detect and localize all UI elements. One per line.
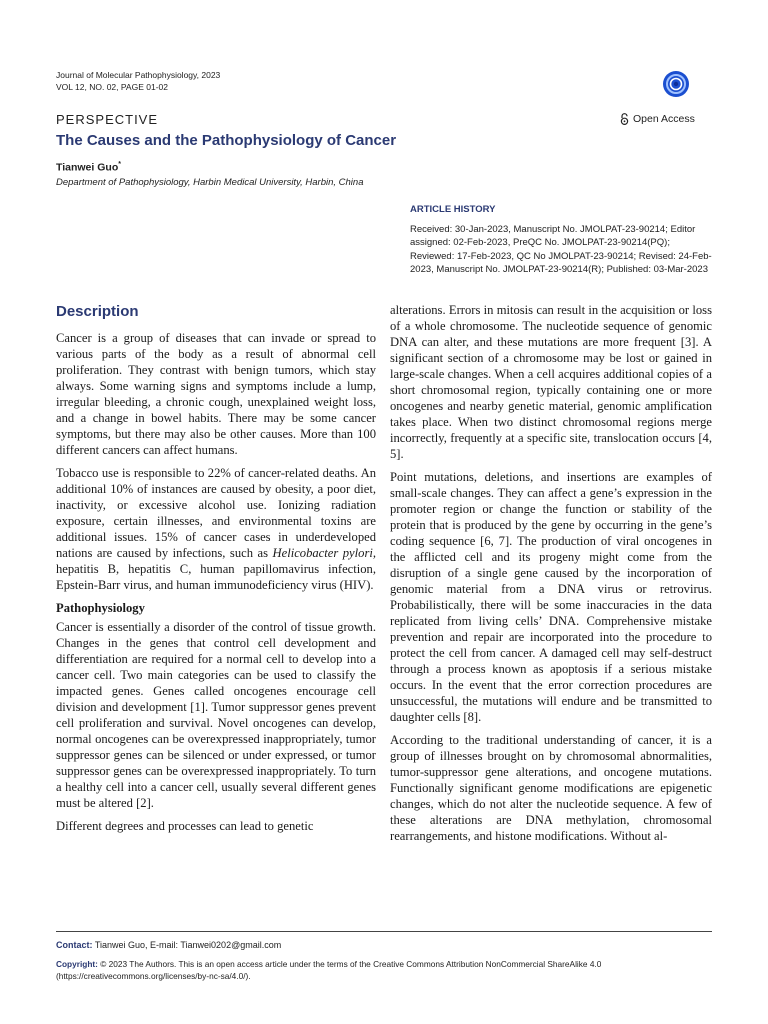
pathophysiology-heading: Pathophysiology [56,601,145,615]
paragraph-text: hepatitis B, hepatitis C, human papillomavirus infection, Epstein-Barr virus, and human immunodeficiency virus (HIV). [56,562,376,592]
article-title: The Causes and the Pathophysiology of Cancer [56,132,397,149]
open-lock-icon [620,113,629,125]
paragraph [56,465,376,593]
copyright-text: © 2023 The Authors. This is an open access article under the terms of the Creative Commons Attribution NonCommercial ShareAlike 4.0 (https://creativecommons.org/licenses/by-nc-sa/4.0/). [56,959,602,981]
paragraph: alterations. Errors in mitosis can result in the acquisition or loss of a whole chromosome. The nucleotide sequence of genomic DNA can alter, and these mutations are more frequent [3]. A significant section of a chromosome may be lost or gained in large-scale changes. When a cell acquires additional copies of a short chromosomal region, typically containing one or more oncogenes and nearby genetic material, genomic amplification takes place. When two distinct chromosomal regions merge incorrectly, frequently at a specific site, translocation occurs [4, 5]. [390,303,712,461]
paragraph: Cancer is essentially a disorder of the control of tissue growth. Changes in the genes that control cell development and differentiation are required for a normal cell to develop into a cancer cell. Two main categories can be used to classify the impacted genes. Genes called oncogenes encourage cell division and development [1]. Tumor suppressor genes prevent cell proliferation and survival. Novel oncogenes can develop, normal oncogenes can be overexpressed inappropriately, tumor suppressor genes can be silenced or under expressed, or tumor suppressor genes can be overexpressed inappropriately. To turn a healthy cell into a cancer cell, usually several different genes must be altered [2]. [56,620,376,810]
article-history-heading: ARTICLE HISTORY [410,204,496,215]
journal-info [56,69,220,93]
contact-label: Contact: [56,940,93,950]
journal-name: Journal of Molecular Pathophysiology, 2023 [56,70,221,80]
author [56,161,121,174]
contact-text: Tianwei Guo, E-mail: Tianwei0202@gmail.com [92,940,282,950]
paragraph: Different degrees and processes can lead to genetic [56,819,314,833]
open-access-label: Open Access [633,113,695,125]
author-name: Tianwei Guo [56,161,119,174]
paragraph: Cancer is a group of diseases that can invade or spread to various parts of the body as a result of abnormal cell proliferation. They contrast with benign tumors, which stay always. Some warning signs and symptoms include a lump, irregular bleeding, a chronic cough, unexplained weight loss, and a change in bowel habits. There may be some cancer symptoms, but there may also be other causes. More than 100 different cancers can affect humans. [56,331,376,457]
contact-line [56,940,281,950]
section-label: PERSPECTIVE [56,112,159,127]
description-heading: Description [56,303,139,320]
paragraph-text: Tobacco use is responsible to 22% of cancer-related deaths. An additional 10% of instances are caused by obesity, a poor diet, inactivity, or excessive alcohol use. Ionizing radiation exposure, certain illnesses, and environmental toxins are additional issues. 15% of cancer cases in underdeveloped nations are caused by infections, such as [56,466,376,560]
article-history-text: Received: 30-Jan-2023, Manuscript No. JMOLPAT-23-90214; Editor assigned: 02-Feb-2023, PreQC No. JMOLPAT-23-90214(PQ); Reviewed: 17-Feb-2023, QC No JMOLPAT-23-90214; Revised: 24-Feb-2023, Manuscript No. JMOLPAT-23-90214(R); Published: 03-Mar-2023 [410,224,712,276]
left-column [56,300,376,841]
copyright-label: Copyright: [56,959,98,969]
journal-logo-icon [662,70,690,98]
right-column [390,302,712,851]
author-mark: * [118,161,121,168]
open-access-badge [620,113,695,125]
paragraph: Point mutations, deletions, and insertions are examples of small-scale changes. They can affect a gene’s expression in the promoter region or change the function or stability of the protein that is produced by the gene by occurring in the gene’s coding sequence [6, 7]. The production of viral oncogenes in the afflicted cell and its progeny might come from the disruption of a single gene caused by the incorporation of genomic material from a DNA virus or retrovirus. Probabilistically, there will be some inaccuracies in the data replicated from living cells’ DNA. Comprehensive mistake prevention and repair are incorporated into the procedure to protect the cell from cancer. A damaged cell may self-destruct through a process known as apoptosis if a serious mistake occurs. In the event that the error correction procedures are unsuccessful, the mutations will endure and be transmitted to daughter cells [8]. [390,470,712,724]
footer-divider [56,931,712,932]
journal-volume: VOL 12, NO. 02, PAGE 01-02 [56,82,168,92]
copyright-line [56,958,716,982]
species-name: Helicobacter pylori, [272,546,376,560]
paragraph: According to the traditional understanding of cancer, it is a group of illnesses brought on by chromosomal abnormalities, tumor-suppressor gene alterations, and oncogene mutations. Functionally significant genome modifications are epigenetic changes, which do not alter the nucleotide sequence. A few of these alterations are DNA methylation, chromosomal rearrangements, and histone modifications. Without al- [390,733,712,843]
affiliation: Department of Pathophysiology, Harbin Medical University, Harbin, China [56,177,364,188]
